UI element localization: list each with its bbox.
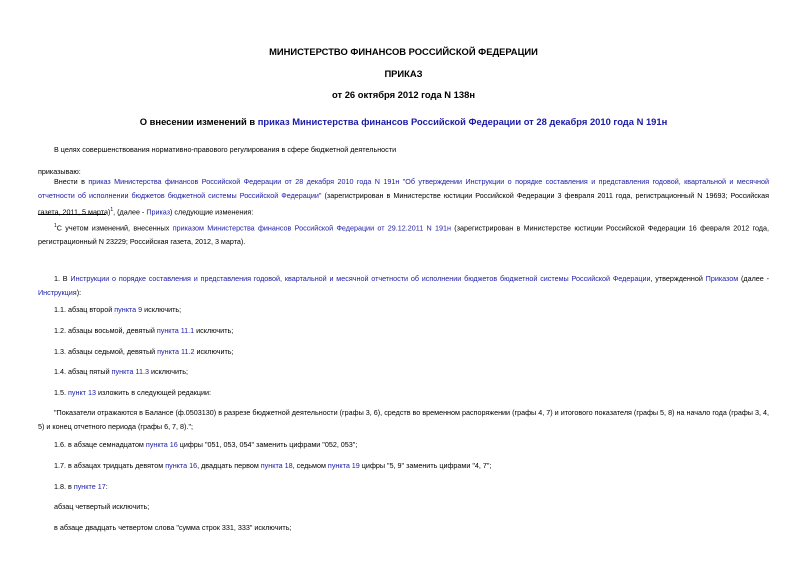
item-1-6-link[interactable]: пункта 16 <box>145 440 178 449</box>
item-1-7-mid-2: , седьмом <box>292 461 328 470</box>
item-1-text-1: 1. В <box>54 274 71 283</box>
item-1-5-link[interactable]: пункт 13 <box>68 388 96 397</box>
item-1-8-post: : <box>105 482 108 491</box>
item-1-8-link[interactable]: пункте 17 <box>73 482 106 491</box>
prikaz-link-2[interactable]: Приказом <box>705 274 739 283</box>
item-1-1-link[interactable]: пункта 9 <box>114 305 143 314</box>
item-1-1-pre: 1.1. абзац второй <box>54 305 115 314</box>
item-1-3-pre: 1.3. абзацы седьмой, девятый <box>54 347 158 356</box>
footnote-ref[interactable]: 1 <box>110 207 114 213</box>
item-1-4 <box>54 365 769 379</box>
amend-text-2: (зарегистрирован в Министерстве юстиции Российской Федерации 3 февраля 2011 года, регистрационный N 19693; Российская газета, 2011, 5 марта) <box>38 191 769 217</box>
footnote-text-1: С учетом изменений, внесенных <box>56 223 173 233</box>
item-1-7-post: цифры "5, 9" заменить цифрами "4, 7"; <box>359 461 492 470</box>
item-1-4-link[interactable]: пункта 11.3 <box>111 367 149 376</box>
item-1-7 <box>54 459 769 473</box>
date-number-heading: от 26 октября 2012 года N 138н <box>332 89 475 100</box>
amend-text-3: , (далее - <box>113 207 147 217</box>
preamble-order: приказываю: <box>38 167 81 176</box>
title-prefix: О внесении изменений в <box>139 116 258 127</box>
item-1-text-3: (далее - <box>738 274 769 283</box>
amend-text-4: ) следующие изменения: <box>170 207 254 217</box>
ministry-heading: МИНИСТЕРСТВО ФИНАНСОВ РОССИЙСКОЙ ФЕДЕРАЦИИ <box>269 46 538 57</box>
item-1-text-4: ): <box>76 288 82 297</box>
order-191n-2011-link[interactable]: приказом Министерства финансов Российской Федерации от 29.12.2011 N 191н <box>172 223 451 233</box>
sub-item-2: в абзаце двадцать четвертом слова "сумма строк 331, 333" исключить; <box>54 523 292 532</box>
item-1-2 <box>54 324 769 338</box>
preamble-intro: В целях совершенствования нормативно-правового регулирования в сфере бюджетной деятельности <box>54 145 397 154</box>
item-1-text-2: , утвержденной <box>650 274 706 283</box>
item-1-2-pre: 1.2. абзацы восьмой, девятый <box>54 326 157 335</box>
instruction-link[interactable]: Инструкции о порядке составления и представления годовой, квартальной и месячной отчетности об исполнении бюджетов бюджетной системы Российской Федерации <box>70 274 651 283</box>
document-title <box>0 116 807 127</box>
item-1-3-link[interactable]: пункта 11.2 <box>157 347 195 356</box>
sub-item-1: абзац четвертый исключить; <box>54 502 150 511</box>
item-1-3 <box>54 345 769 359</box>
item-1-2-link[interactable]: пункта 11.1 <box>156 326 195 335</box>
item-1-7-pre: 1.7. в абзацах тридцать девятом <box>54 461 166 470</box>
item-1-7-mid-1: , двадцать первом <box>197 461 261 470</box>
item-1-5-pre: 1.5. <box>54 388 68 397</box>
amend-text-1: Внести в <box>54 177 89 186</box>
item-1-8-pre: 1.8. в <box>54 482 74 491</box>
footnote-divider <box>38 214 106 215</box>
item-1-2-post: исключить; <box>194 326 234 335</box>
item-1-7-link-18[interactable]: пункта 18 <box>260 461 293 470</box>
order-191n-link[interactable]: приказ Министерства финансов Российской Федерации от 28 декабря 2010 года N 191н "Об утверждении Инструкции о порядке составления и представления годовой, квартальной и месячной отчетности об исполнении бюджетов бюджетной системы Российской Федерации" <box>38 177 769 200</box>
item-1-6-post: цифры "051, 053, 054" заменить цифрами "052, 053"; <box>177 440 358 449</box>
item-1-7-link-19[interactable]: пункта 19 <box>327 461 360 470</box>
footnote-marker: 1 <box>54 223 57 229</box>
item-1-6 <box>54 438 769 452</box>
item-1-5-post: изложить в следующей редакции: <box>95 388 212 397</box>
title-order-link[interactable]: приказ Министерства финансов Российской Федерации от 28 декабря 2010 года N 191н <box>257 116 668 127</box>
item-1-4-post: исключить; <box>148 367 189 376</box>
item-1 <box>38 272 769 300</box>
item-1-3-post: исключить; <box>194 347 234 356</box>
amend-paragraph <box>38 175 769 219</box>
item-1-1-post: исключить; <box>142 305 182 314</box>
item-1-6-pre: 1.6. в абзаце семнадцатом <box>54 440 146 449</box>
footnote-text-2: (зарегистрирован в Министерстве юстиции Российской Федерации 16 февраля 2012 года, регистрационный N 23229; Российская газета, 2012, 3 марта). <box>38 223 769 247</box>
instruction-short-link[interactable]: Инструкция <box>38 288 77 297</box>
item-1-8 <box>54 480 769 494</box>
footnote-text <box>38 219 769 249</box>
quoted-text: "Показатели отражаются в Балансе (ф.0503130) в разрезе бюджетной деятельности (графы 3, 6), средств во временном распоряжении (графы 4, 7) и итогового показателя (графы 5, 8) на начало года (графы 3, 4, 5) и конец отчетного периода (графы 6, 7, 8)."; <box>38 408 769 431</box>
item-1-1 <box>54 303 769 317</box>
prikaz-link[interactable]: Приказ <box>146 207 171 217</box>
item-1-4-pre: 1.4. абзац пятый <box>54 367 112 376</box>
item-1-7-link-16[interactable]: пункта 16 <box>165 461 198 470</box>
item-1-5 <box>54 386 769 400</box>
doc-type-heading: ПРИКАЗ <box>384 68 423 79</box>
